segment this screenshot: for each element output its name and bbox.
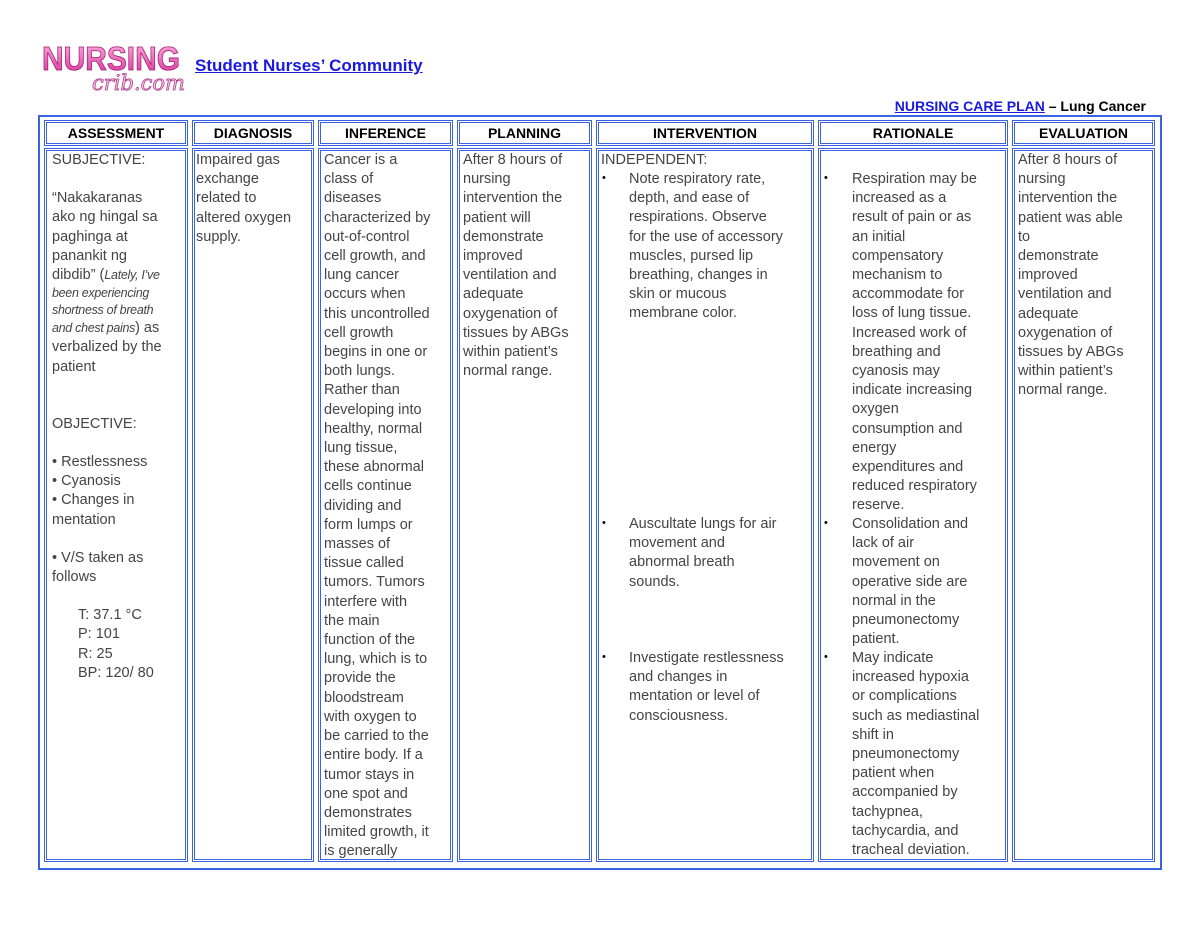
inference-line: lung cancer (324, 267, 399, 284)
evaluation-line: After 8 hours of (1018, 152, 1118, 168)
assessment-quote-line: paghinga at (52, 228, 128, 245)
inference-line: tissue called (324, 555, 404, 572)
inference-line: cells continue (324, 478, 412, 495)
inference-line: one spot and (324, 785, 408, 802)
inference-line: characterized by (324, 209, 431, 226)
intervention-label: INDEPENDENT: (601, 152, 708, 168)
intervention-item-line: breathing, changes in (629, 267, 768, 284)
header-rationale: RATIONALE (818, 120, 1008, 146)
column-diagnosis (192, 148, 314, 862)
diagnosis-line: supply. (196, 228, 241, 245)
rationale-item-line: accompanied by (852, 784, 958, 801)
rationale-item-line: movement on (852, 554, 940, 571)
assessment-text: patient (52, 358, 96, 375)
header-inference: INFERENCE (318, 120, 453, 146)
rationale-item-line: patient when (852, 765, 935, 782)
planning-cell (463, 151, 591, 381)
intervention-item-line: depth, and ease of (629, 190, 750, 207)
assessment-text: ) as (135, 320, 160, 337)
nursingcrib-logo[interactable] (40, 40, 200, 92)
rationale-item-line: consumption and (852, 420, 963, 437)
vital-blood-pressure: BP: 120/ 80 (78, 664, 154, 681)
translation-text: been experiencing (52, 286, 150, 301)
header-evaluation: EVALUATION (1012, 120, 1155, 146)
logo-subtext: crib.com (92, 71, 185, 92)
evaluation-cell (1018, 151, 1154, 401)
rationale-item-line: normal in the (852, 592, 936, 609)
inference-line: lung tissue, (324, 440, 398, 457)
rationale-item-line: pneumonectomy (852, 612, 960, 629)
inference-line: lung, which is to (324, 651, 428, 668)
objective-label: OBJECTIVE: (52, 415, 137, 432)
evaluation-line: oxygenation of (1018, 324, 1113, 341)
header-intervention: INTERVENTION (596, 120, 814, 146)
rationale-item-line: patient. (852, 631, 900, 648)
rationale-item (852, 649, 1006, 860)
diagnosis-cell (196, 151, 314, 247)
bullet-icon: • (602, 651, 606, 663)
vital-signs-label: follows (52, 569, 97, 586)
assessment-cell (52, 151, 186, 683)
rationale-item-line: accommodate for (852, 286, 965, 303)
evaluation-line: adequate (1018, 305, 1079, 322)
planning-line: improved (463, 248, 523, 265)
intervention-item-line: sounds. (629, 573, 680, 590)
rationale-item-line: tracheal deviation. (852, 842, 970, 859)
intervention-item-line: movement and (629, 535, 725, 552)
inference-line: tumor stays in (324, 766, 415, 783)
objective-item: mentation (52, 511, 116, 528)
planning-line: ventilation and (463, 267, 557, 284)
rationale-item-line: indicate increasing (852, 382, 973, 399)
community-link[interactable]: Student Nurses’ Community (195, 56, 423, 75)
inference-line: Rather than (324, 382, 400, 399)
rationale-item-line: oxygen (852, 401, 899, 418)
intervention-item (629, 515, 811, 592)
inference-line: function of the (324, 632, 416, 649)
intervention-item-line: for the use of accessory (629, 228, 783, 245)
rationale-item-line: expenditures and (852, 459, 964, 476)
bullet-icon: • (602, 172, 606, 184)
inference-line: these abnormal (324, 459, 424, 476)
inference-line: diseases (324, 190, 382, 207)
planning-line: nursing (463, 171, 511, 188)
translation-text: shortness of breath (52, 303, 154, 318)
inference-line: masses of (324, 536, 391, 553)
rationale-item-line: reserve. (852, 497, 905, 514)
rationale-item-line: increased as a (852, 190, 947, 207)
inference-line: this uncontrolled (324, 305, 430, 322)
diagnosis-line: related to (196, 190, 257, 207)
intervention-item (629, 649, 811, 726)
planning-line: After 8 hours of (463, 152, 563, 168)
header-planning: PLANNING (457, 120, 592, 146)
evaluation-line: intervention the (1018, 190, 1118, 207)
rationale-item-line: shift in (852, 726, 894, 743)
vital-respiration: R: 25 (78, 645, 113, 662)
rationale-item-line: breathing and (852, 343, 941, 360)
intervention-item-line: skin or mucous (629, 286, 727, 303)
planning-line: tissues by ABGs (463, 324, 569, 341)
rationale-item-line: tachycardia, and (852, 822, 959, 839)
assessment-quote-line: dibdib” ( (52, 267, 105, 284)
diagnosis-line: exchange (196, 171, 259, 188)
inference-line: healthy, normal (324, 420, 423, 437)
inference-line: demonstrates (324, 804, 412, 821)
inference-line: both lungs. (324, 363, 395, 380)
evaluation-line: normal range. (1018, 382, 1108, 399)
inference-line: dividing and (324, 497, 402, 514)
inference-line: is generally (324, 843, 398, 860)
intervention-item-line: Investigate restlessness (629, 650, 784, 666)
intervention-item (629, 170, 811, 324)
inference-line: with oxygen to (324, 708, 417, 725)
planning-line: normal range. (463, 363, 553, 380)
bullet-icon: • (824, 517, 828, 529)
objective-item: • Restlessness (52, 454, 148, 471)
assessment-quote-line: panankit ng (52, 247, 127, 264)
rationale-item-line: cyanosis may (852, 363, 940, 380)
rationale-item-line: mechanism to (852, 267, 943, 284)
vital-temperature: T: 37.1 °C (78, 607, 142, 624)
bullet-icon: • (824, 651, 828, 663)
inference-line: interfere with (324, 593, 408, 610)
inference-line: Cancer is a (324, 152, 398, 168)
rationale-item-line: reduced respiratory (852, 478, 977, 495)
intervention-item-line: respirations. Observe (629, 209, 767, 226)
inference-line: bloodstream (324, 689, 404, 706)
rationale-item-line: or complications (852, 688, 957, 705)
inference-line: out-of-control (324, 228, 410, 245)
intervention-item-line: Auscultate lungs for air (629, 516, 777, 532)
inference-line: entire body. If a (324, 747, 423, 764)
rationale-item (852, 515, 1006, 649)
inference-line: class of (324, 171, 374, 188)
vital-pulse: P: 101 (78, 626, 120, 643)
translation-text: and chest pains (52, 321, 136, 336)
planning-line: oxygenation of (463, 305, 558, 322)
inference-line: be carried to the (324, 728, 429, 745)
rationale-item-line: energy (852, 439, 897, 456)
objective-item: • Changes in (52, 492, 135, 509)
assessment-text: verbalized by the (52, 339, 162, 356)
intervention-item-line: mentation or level of (629, 688, 760, 705)
rationale-item-line: compensatory (852, 247, 944, 264)
planning-line: patient will (463, 209, 531, 226)
intervention-item-line: Note respiratory rate, (629, 171, 766, 187)
rationale-item-line: Consolidation and (852, 516, 969, 532)
assessment-quote-line: “Nakakaranas (52, 190, 143, 207)
intervention-item-line: and changes in (629, 669, 728, 686)
bullet-icon: • (824, 172, 828, 184)
evaluation-line: improved (1018, 267, 1078, 284)
rationale-item-line: operative side are (852, 573, 968, 590)
objective-item: • Cyanosis (52, 473, 121, 490)
rationale-item-line: increased hypoxia (852, 669, 969, 686)
rationale-item-line: pneumonectomy (852, 746, 960, 763)
rationale-item-line: result of pain or as (852, 209, 972, 226)
evaluation-line: nursing (1018, 171, 1066, 188)
rationale-item-line: Increased work of (852, 324, 967, 341)
evaluation-line: tissues by ABGs (1018, 344, 1124, 361)
inference-line: limited growth, it (324, 824, 429, 841)
vital-signs-label: • V/S taken as (52, 549, 144, 566)
header-diagnosis: DIAGNOSIS (192, 120, 314, 146)
diagnosis-line: Impaired gas (196, 152, 280, 168)
subjective-label: SUBJECTIVE: (52, 152, 146, 168)
inference-line: tumors. Tumors (324, 574, 425, 591)
page-title (895, 98, 1146, 114)
rationale-item-line: Respiration may be (852, 171, 977, 187)
assessment-quote-line: ako ng hingal sa (52, 209, 158, 226)
planning-line: within patient’s (463, 344, 558, 361)
intervention-item-line: membrane color. (629, 305, 737, 322)
inference-line: form lumps or (324, 516, 413, 533)
rationale-item-line: lack of air (852, 535, 915, 552)
header-assessment: ASSESSMENT (44, 120, 188, 146)
inference-line: begins in one or (324, 344, 428, 361)
intervention-item-line: abnormal breath (629, 554, 735, 571)
rationale-item-line: loss of lung tissue. (852, 305, 972, 322)
rationale-item-line: an initial (852, 228, 906, 245)
inference-line: cell growth (324, 324, 394, 341)
plan-subject: – Lung Cancer (1044, 98, 1146, 114)
rationale-item (852, 170, 1006, 516)
inference-line: cell growth, and (324, 248, 426, 265)
planning-line: demonstrate (463, 228, 544, 245)
care-plan-link[interactable]: NURSING CARE PLAN (894, 98, 1045, 114)
inference-line: developing into (324, 401, 422, 418)
intervention-item-line: consciousness. (629, 707, 729, 724)
planning-line: adequate (463, 286, 524, 303)
intervention-item-line: muscles, pursed lip (629, 247, 754, 264)
evaluation-line: patient was able (1018, 209, 1123, 226)
translation-text: Lately, I’ve (104, 268, 160, 283)
planning-line: intervention the (463, 190, 563, 207)
rationale-item-line: tachypnea, (852, 803, 923, 820)
logo-text: NURSING (42, 40, 180, 77)
diagnosis-line: altered oxygen (196, 209, 292, 226)
evaluation-line: to (1018, 228, 1031, 245)
inference-line: provide the (324, 670, 396, 687)
evaluation-line: within patient’s (1018, 363, 1113, 380)
rationale-item-line: such as mediastinal (852, 707, 980, 724)
evaluation-line: ventilation and (1018, 286, 1112, 303)
inference-line: the main (324, 612, 380, 629)
bullet-icon: • (602, 517, 606, 529)
rationale-item-line: May indicate (852, 650, 934, 666)
inference-line: occurs when (324, 286, 406, 303)
inference-cell (324, 151, 452, 862)
evaluation-line: demonstrate (1018, 248, 1099, 265)
